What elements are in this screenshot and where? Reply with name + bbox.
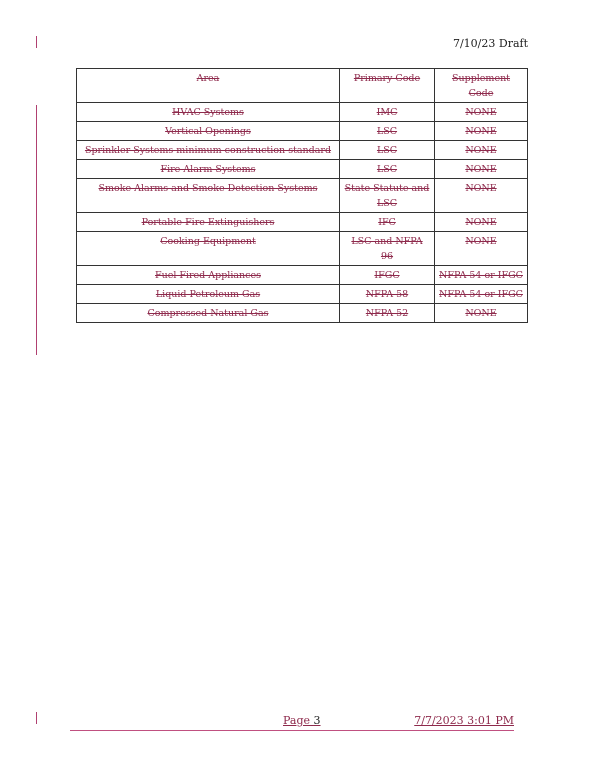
change-bar [36, 36, 37, 48]
cell-area: Compressed Natural Gas [77, 304, 340, 323]
header-primary-code: Primary Code [340, 69, 435, 103]
cell-primary-code: LSC [340, 141, 435, 160]
cell-primary-code: IFC [340, 213, 435, 232]
change-bar [36, 105, 37, 355]
cell-area: Liquid Petroleum Gas [77, 285, 340, 304]
cell-supplement-code: NONE [435, 213, 528, 232]
cell-primary-code: LSC [340, 160, 435, 179]
cell-supplement-code: NFPA 54 or IFGC [435, 266, 528, 285]
draft-header: 7/10/23 Draft [452, 37, 528, 50]
header-area: Area [77, 69, 340, 103]
table-row [77, 179, 528, 213]
cell-area: Sprinkler Systems minimum construction standard [77, 141, 340, 160]
cell-primary-code: IFGC [340, 266, 435, 285]
cell-area: Fire Alarm Systems [77, 160, 340, 179]
table-row [77, 285, 528, 304]
cell-supplement-code: NFPA 54 or IFGC [435, 285, 528, 304]
cell-primary-code: LSC [340, 122, 435, 141]
cell-area: Fuel Fired Appliances [77, 266, 340, 285]
table-row [77, 232, 528, 266]
page-label: Page [283, 714, 311, 727]
cell-area: Smoke Alarms and Smoke Detection Systems [77, 179, 340, 213]
cell-supplement-code: NONE [435, 103, 528, 122]
cell-supplement-code: NONE [435, 160, 528, 179]
cell-primary-code: State Statute and LSC [340, 179, 435, 213]
cell-supplement-code: NONE [435, 122, 528, 141]
header-supplement-code: Supplement Code [435, 69, 528, 103]
cell-supplement-code: NONE [435, 304, 528, 323]
page-number-value: 3 [313, 714, 321, 727]
change-bar [36, 712, 37, 724]
cell-primary-code: NFPA 58 [340, 285, 435, 304]
table-header-row [77, 69, 528, 103]
table-row [77, 160, 528, 179]
table-row [77, 122, 528, 141]
footer-timestamp: 7/7/2023 3:01 PM [414, 714, 514, 727]
cell-area: Cooking Equipment [77, 232, 340, 266]
footer [70, 714, 514, 731]
table-row [77, 141, 528, 160]
cell-primary-code: NFPA 52 [340, 304, 435, 323]
cell-supplement-code: NONE [435, 179, 528, 213]
cell-area: HVAC Systems [77, 103, 340, 122]
table-row [77, 304, 528, 323]
cell-supplement-code: NONE [435, 141, 528, 160]
table-row [77, 103, 528, 122]
cell-area: Portable Fire Extinguishers [77, 213, 340, 232]
table-row [77, 213, 528, 232]
code-table [76, 68, 528, 323]
page-number [283, 714, 321, 727]
cell-area: Vertical Openings [77, 122, 340, 141]
cell-supplement-code: NONE [435, 232, 528, 266]
cell-primary-code: IMC [340, 103, 435, 122]
table-row [77, 266, 528, 285]
cell-primary-code: LSC and NFPA 96 [340, 232, 435, 266]
